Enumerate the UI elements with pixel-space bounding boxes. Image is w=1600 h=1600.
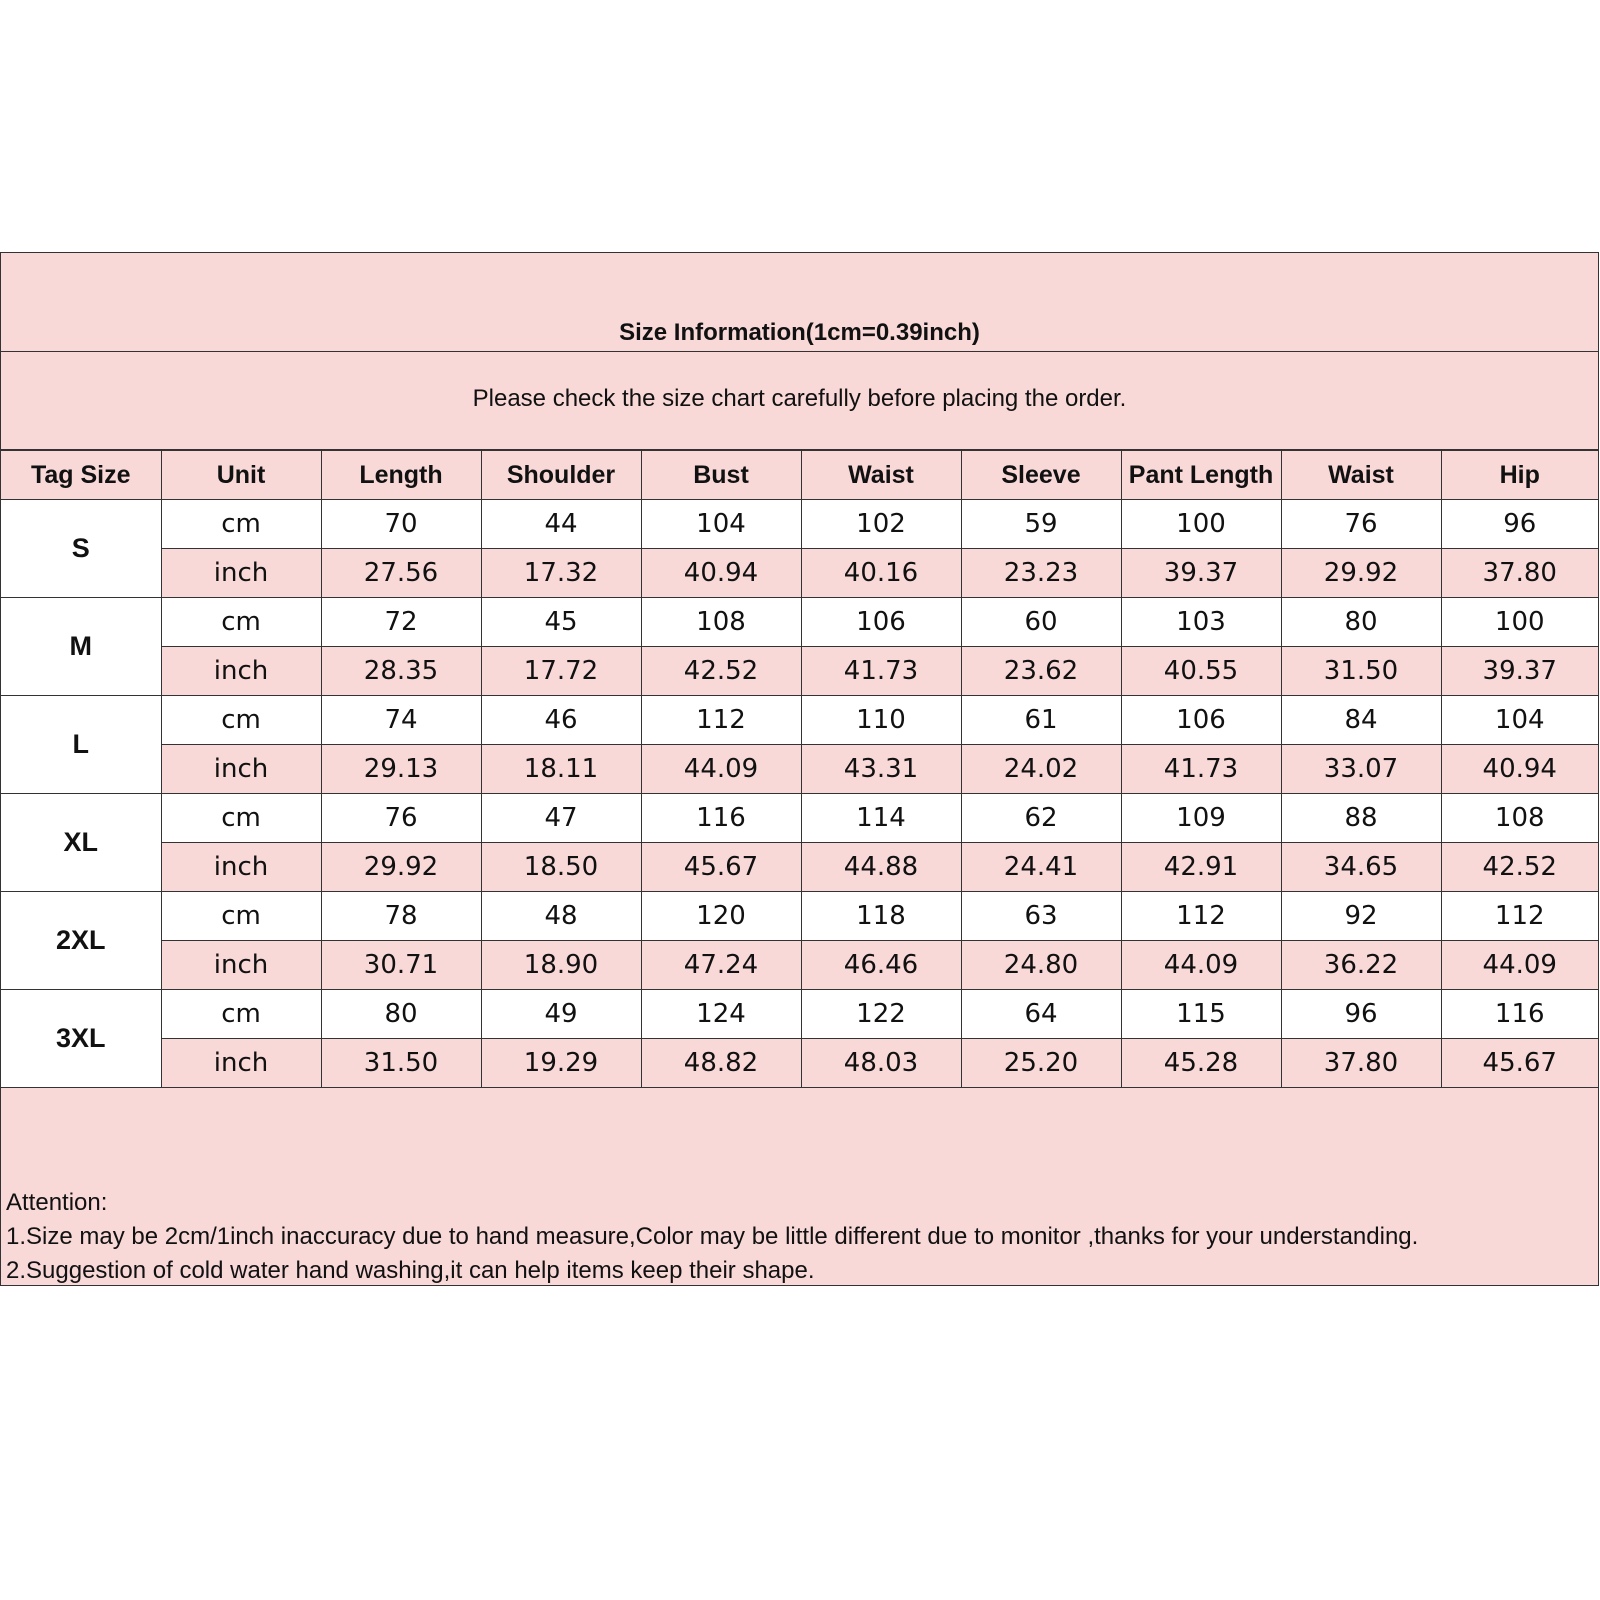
table-cell: 29.92 [1281,549,1441,598]
table-cell: 88 [1281,794,1441,843]
table-cell: 34.65 [1281,843,1441,892]
table-cell: 62 [961,794,1121,843]
table-cell: 124 [641,990,801,1039]
table-cell: 45 [481,598,641,647]
table-cell: 110 [801,696,961,745]
unit-cell: inch [161,647,321,696]
table-cell: 47 [481,794,641,843]
table-cell: 78 [321,892,481,941]
title-band [1,253,1598,352]
table-row [1,696,1598,745]
table-cell: 27.56 [321,549,481,598]
table-cell: 23.23 [961,549,1121,598]
table-cell: 48.03 [801,1039,961,1088]
table-cell: 48.82 [641,1039,801,1088]
unit-cell: cm [161,598,321,647]
table-cell: 45.28 [1121,1039,1281,1088]
unit-cell: cm [161,794,321,843]
table-cell: 47.24 [641,941,801,990]
tag-size-cell: XL [1,794,161,892]
table-cell: 33.07 [1281,745,1441,794]
table-row [1,598,1598,647]
column-header: Unit [161,451,321,500]
table-cell: 118 [801,892,961,941]
table-cell: 102 [801,500,961,549]
table-cell: 104 [641,500,801,549]
table-cell: 18.50 [481,843,641,892]
table-row [1,990,1598,1039]
table-cell: 40.55 [1121,647,1281,696]
table-cell: 46.46 [801,941,961,990]
column-header: Hip [1441,451,1598,500]
column-header: Shoulder [481,451,641,500]
table-cell: 61 [961,696,1121,745]
table-cell: 64 [961,990,1121,1039]
table-cell: 29.13 [321,745,481,794]
table-cell: 100 [1441,598,1598,647]
table-cell: 24.41 [961,843,1121,892]
table-cell: 44.09 [641,745,801,794]
table-cell: 115 [1121,990,1281,1039]
table-row [1,745,1598,794]
table-row [1,941,1598,990]
table-cell: 112 [641,696,801,745]
table-cell: 108 [1441,794,1598,843]
table-cell: 109 [1121,794,1281,843]
table-cell: 112 [1441,892,1598,941]
table-cell: 45.67 [1441,1039,1598,1088]
column-header: Tag Size [1,451,161,500]
table-cell: 100 [1121,500,1281,549]
table-cell: 84 [1281,696,1441,745]
table-cell: 29.92 [321,843,481,892]
table-cell: 76 [321,794,481,843]
table-cell: 36.22 [1281,941,1441,990]
unit-cell: inch [161,549,321,598]
table-cell: 18.11 [481,745,641,794]
table-cell: 40.16 [801,549,961,598]
column-header: Length [321,451,481,500]
table-cell: 39.37 [1441,647,1598,696]
column-header: Sleeve [961,451,1121,500]
table-row [1,500,1598,549]
table-cell: 43.31 [801,745,961,794]
table-cell: 120 [641,892,801,941]
table-cell: 42.52 [641,647,801,696]
table-cell: 96 [1441,500,1598,549]
attention-heading: Attention: [6,1189,108,1216]
table-cell: 42.52 [1441,843,1598,892]
table-cell: 114 [801,794,961,843]
table-cell: 42.91 [1121,843,1281,892]
column-header: Pant Length [1121,451,1281,500]
table-cell: 37.80 [1281,1039,1441,1088]
size-chart-sheet [0,252,1599,1286]
unit-cell: inch [161,1039,321,1088]
table-cell: 76 [1281,500,1441,549]
table-cell: 30.71 [321,941,481,990]
table-cell: 106 [1121,696,1281,745]
table-cell: 45.67 [641,843,801,892]
table-cell: 60 [961,598,1121,647]
table-cell: 37.80 [1441,549,1598,598]
table-cell: 122 [801,990,961,1039]
table-cell: 17.32 [481,549,641,598]
table-cell: 48 [481,892,641,941]
unit-cell: cm [161,892,321,941]
table-cell: 63 [961,892,1121,941]
table-cell: 31.50 [321,1039,481,1088]
size-chart-subtitle: Please check the size chart carefully before placing the order. [472,385,1127,412]
table-cell: 70 [321,500,481,549]
table-cell: 28.35 [321,647,481,696]
table-cell: 41.73 [801,647,961,696]
table-cell: 25.20 [961,1039,1121,1088]
table-cell: 44 [481,500,641,549]
table-header-row [1,451,1598,500]
column-header: Waist [801,451,961,500]
table-cell: 39.37 [1121,549,1281,598]
unit-cell: cm [161,990,321,1039]
table-cell: 116 [641,794,801,843]
table-cell: 44.88 [801,843,961,892]
table-cell: 24.80 [961,941,1121,990]
tag-size-cell: M [1,598,161,696]
table-cell: 112 [1121,892,1281,941]
table-cell: 103 [1121,598,1281,647]
table-row [1,1039,1598,1088]
table-cell: 41.73 [1121,745,1281,794]
tag-size-cell: 3XL [1,990,161,1088]
table-cell: 40.94 [641,549,801,598]
note-line: 2.Suggestion of cold water hand washing,it can help items keep their shape. [6,1257,815,1284]
table-cell: 24.02 [961,745,1121,794]
unit-cell: cm [161,500,321,549]
column-header: Waist [1281,451,1441,500]
table-cell: 104 [1441,696,1598,745]
table-cell: 44.09 [1121,941,1281,990]
table-cell: 92 [1281,892,1441,941]
table-cell: 80 [321,990,481,1039]
size-table [1,450,1598,1088]
unit-cell: inch [161,941,321,990]
unit-cell: inch [161,843,321,892]
size-chart-title: Size Information(1cm=0.39inch) [619,319,980,346]
table-row [1,794,1598,843]
note-line: 1.Size may be 2cm/1inch inaccuracy due to hand measure,Color may be little different due to monitor ,thanks for your understanding. [6,1223,1419,1250]
table-cell: 108 [641,598,801,647]
table-cell: 19.29 [481,1039,641,1088]
tag-size-cell: L [1,696,161,794]
table-cell: 40.94 [1441,745,1598,794]
tag-size-cell: S [1,500,161,598]
table-cell: 72 [321,598,481,647]
table-cell: 17.72 [481,647,641,696]
unit-cell: cm [161,696,321,745]
table-cell: 74 [321,696,481,745]
column-header: Bust [641,451,801,500]
unit-cell: inch [161,745,321,794]
tag-size-cell: 2XL [1,892,161,990]
table-cell: 96 [1281,990,1441,1039]
table-cell: 23.62 [961,647,1121,696]
table-cell: 59 [961,500,1121,549]
table-cell: 80 [1281,598,1441,647]
table-cell: 31.50 [1281,647,1441,696]
subtitle-band [1,352,1598,450]
table-row [1,892,1598,941]
table-cell: 106 [801,598,961,647]
table-cell: 49 [481,990,641,1039]
table-row [1,843,1598,892]
table-row [1,647,1598,696]
table-cell: 18.90 [481,941,641,990]
table-cell: 46 [481,696,641,745]
table-cell: 116 [1441,990,1598,1039]
attention-notes [6,1186,1586,1288]
table-row [1,549,1598,598]
table-cell: 44.09 [1441,941,1598,990]
